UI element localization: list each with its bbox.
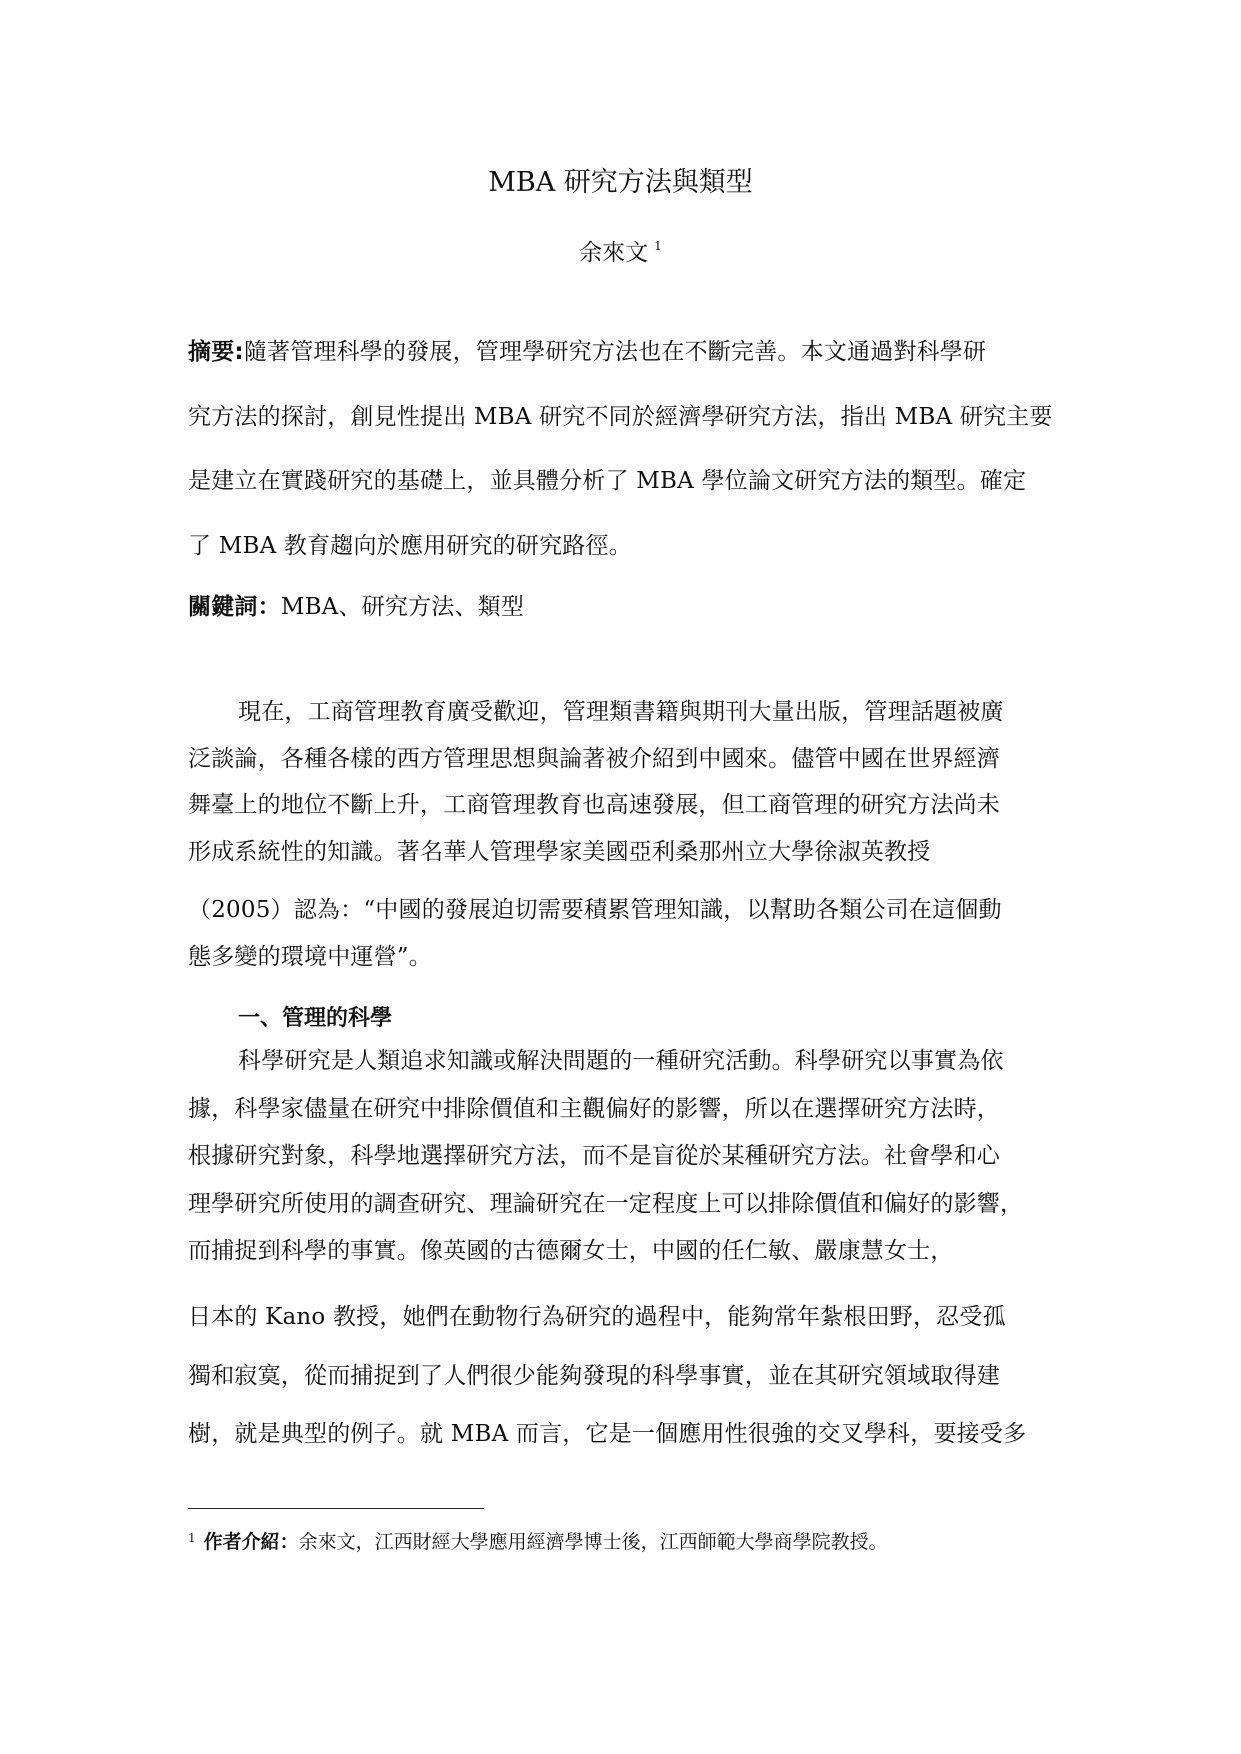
keywords-label: 關鍵詞：	[188, 594, 281, 620]
paragraph-line: 根據研究對象，科學地選擇研究方法，而不是盲從於某種研究方法。社會學和心	[188, 1143, 1000, 1169]
paragraph-line: 樹，就是典型的例子。就 MBA 而言，它是一個應用性很強的交叉學科，要接受多	[188, 1421, 1027, 1447]
keywords-text: MBA、研究方法、類型	[280, 594, 525, 620]
paragraph-line: 泛談論，各種各樣的西方管理思想與論著被介紹到中國來。儘管中國在世界經濟	[188, 745, 1000, 772]
keywords-line	[188, 587, 1058, 627]
paragraph-line: 日本的 Kano 教授，她們在動物行為研究的過程中，能夠常年紮根田野，忍受孤	[188, 1304, 1006, 1330]
abstract-line: 了 MBA 教育趨向於應用研究的研究路徑。	[188, 532, 632, 559]
author-footnote-mark: 1	[654, 239, 662, 253]
keywords	[188, 587, 1058, 627]
section-heading: 一、管理的科學	[238, 1006, 393, 1031]
footnote-label: 作者介紹：	[203, 1531, 299, 1553]
paragraph-line: 舞臺上的地位不斷上升，工商管理教育也高速發展，但工商管理的研究方法尚未	[188, 792, 1000, 818]
section-paragraph	[188, 1041, 1058, 1279]
abstract-line: 究方法的探討，創見性提出 MBA 研究不同於經濟學研究方法，指出 MBA 研究主要	[188, 403, 1053, 430]
footnote	[188, 1524, 888, 1556]
paragraph-line: 而捕捉到科學的事實。像英國的古德爾女士，中國的任仁敏、嚴康慧女士，	[188, 1238, 954, 1264]
abstract-text: 隨著管理科學的發展，管理學研究方法也在不斷完善。本文通過對科學研	[243, 339, 987, 365]
paragraph-line: 科學研究是人類追求知識或解決問題的一種研究活動。科學研究以事實為依	[238, 1048, 1004, 1074]
paragraph-line: 據，科學家儘量在研究中排除價值和主觀偏好的影響，所以在選擇研究方法時，	[188, 1095, 1000, 1122]
section-paragraph-continued	[188, 1297, 1058, 1473]
footnote-mark: 1	[188, 1531, 196, 1545]
abstract-label: 摘要:	[188, 339, 244, 365]
author-name: 余來文	[579, 240, 649, 266]
paragraph-line: 現在，工商管理教育廣受歡迎，管理類書籍與期刊大量出版，管理話題被廣	[238, 699, 1004, 725]
paragraph-line: （2005）認為：“中國的發展迫切需要積累管理知識，以幫助各類公司在這個動	[188, 897, 1002, 923]
abstract-line	[188, 332, 1058, 397]
paper-title: MBA 研究方法與類型	[488, 167, 753, 198]
paragraph-line: 獨和寂寞，從而捕捉到了人們很少能夠發現的科學事實，並在其研究領域取得建	[188, 1362, 1000, 1389]
abstract-line: 是建立在實踐研究的基礎上，並具體分析了 MBA 學位論文研究方法的類型。確定	[188, 468, 1027, 494]
paragraph-line: 態多變的環境中運營”。	[188, 943, 432, 970]
intro-paragraph	[188, 692, 1058, 983]
paragraph-line: 形成系統性的知識。著名華人管理學家美國亞利桑那州立大學徐淑英教授	[188, 838, 931, 865]
footnote-separator	[188, 1508, 484, 1509]
author-line	[0, 231, 1241, 268]
footnote-text: 余來文，江西財經大學應用經濟學博士後，江西師範大學商學院教授。	[298, 1531, 888, 1553]
paragraph-line: 理學研究所使用的調查研究、理論研究在一定程度上可以排除價值和偏好的影響，	[188, 1190, 1024, 1217]
abstract	[188, 332, 1058, 590]
